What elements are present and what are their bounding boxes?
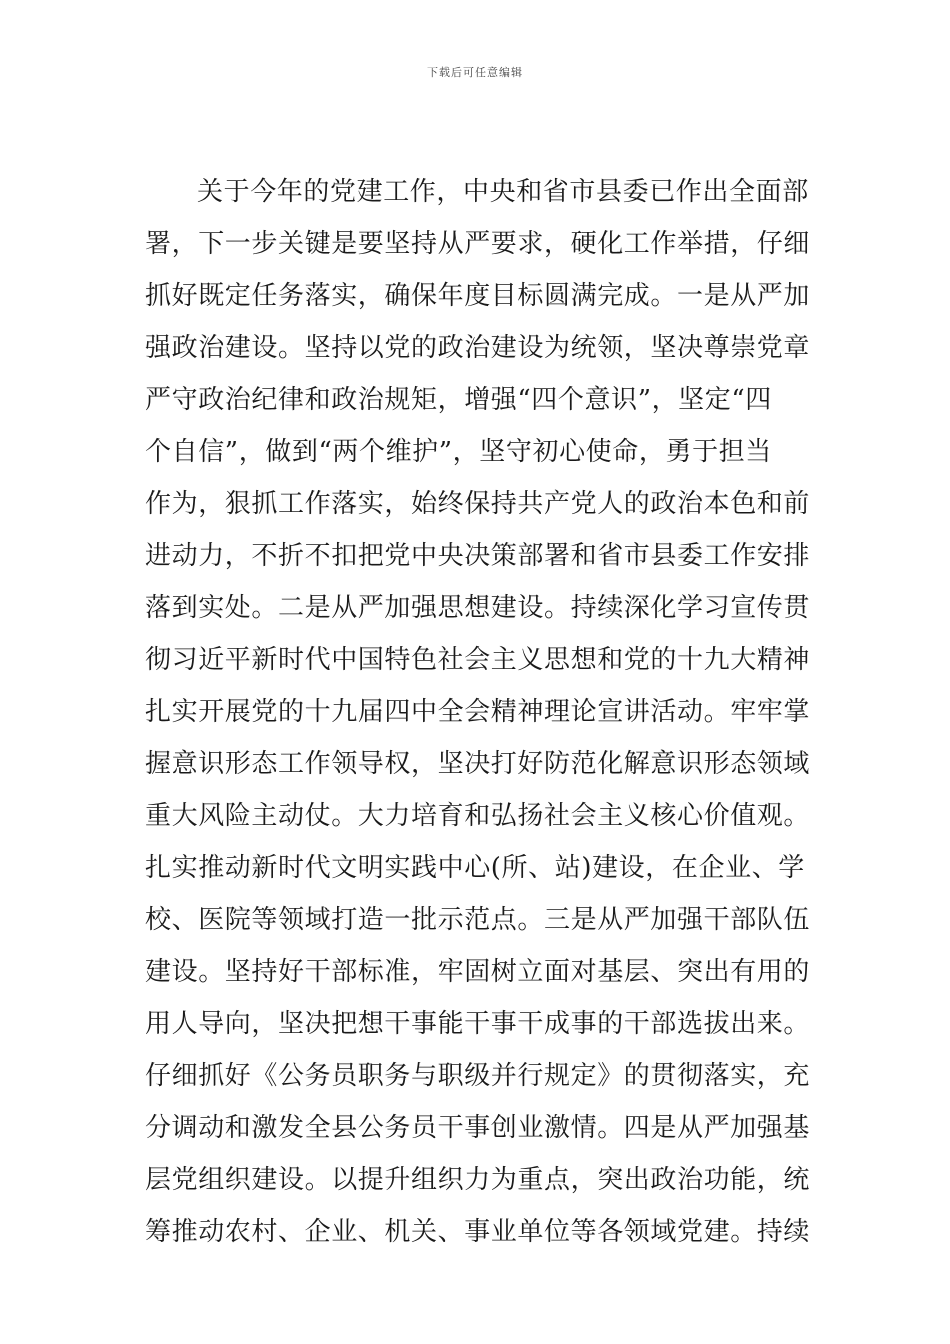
text-line: 作为，狠抓工作落实，始终保持共产党人的政治本色和前 (145, 489, 811, 519)
download-note: 下载后可任意编辑 (427, 66, 523, 79)
text-line: 建设。坚持好干部标准，牢固树立面对基层、突出有用的 (145, 957, 811, 987)
text-line: 进动力，不折不扣把党中央决策部署和省市县委工作安排 (145, 541, 811, 571)
text-line: 校、医院等领域打造一批示范点。三是从严加强干部队伍 (145, 905, 811, 935)
text-line: 个自信”，做到“两个维护”，坚守初心使命，勇于担当 (145, 437, 772, 467)
text-line: 落到实处。二是从严加强思想建设。持续深化学习宣传贯 (145, 593, 811, 623)
text-line: 握意识形态工作领导权，坚决打好防范化解意识形态领域 (145, 749, 811, 779)
text-line: 分调动和激发全县公务员干事创业激情。四是从严加强基 (145, 1113, 811, 1143)
text-line: 筹推动农村、企业、机关、事业单位等各领域党建。持续 (145, 1217, 811, 1247)
text-line: 重大风险主动仗。大力培育和弘扬社会主义核心价值观。 (145, 801, 811, 831)
text-line: 抓好既定任务落实，确保年度目标圆满完成。一是从严加 (145, 281, 811, 311)
text-line: 用人导向，坚决把想干事能干事干成事的干部选拔出来。 (145, 1009, 811, 1039)
text-line: 关于今年的党建工作，中央和省市县委已作出全面部 (197, 177, 809, 207)
text-line: 仔细抓好《公务员职务与职级并行规定》的贯彻落实，充 (145, 1061, 811, 1091)
text-line: 署，下一步关键是要坚持从严要求，硬化工作举措，仔细 (145, 229, 811, 259)
text-line: 强政治建设。坚持以党的政治建设为统领，坚决尊崇党章 (145, 333, 811, 363)
text-line: 彻习近平新时代中国特色社会主义思想和党的十九大精神 (145, 645, 811, 675)
text-line: 扎实开展党的十九届四中全会精神理论宣讲活动。牢牢掌 (145, 697, 811, 727)
text-line: 严守政治纪律和政治规矩，增强“四个意识”，坚定“四 (145, 385, 772, 415)
text-line: 层党组织建设。以提升组织力为重点，突出政治功能，统 (145, 1165, 811, 1195)
text-line: 扎实推动新时代文明实践中心(所、站)建设，在企业、学 (145, 853, 805, 883)
